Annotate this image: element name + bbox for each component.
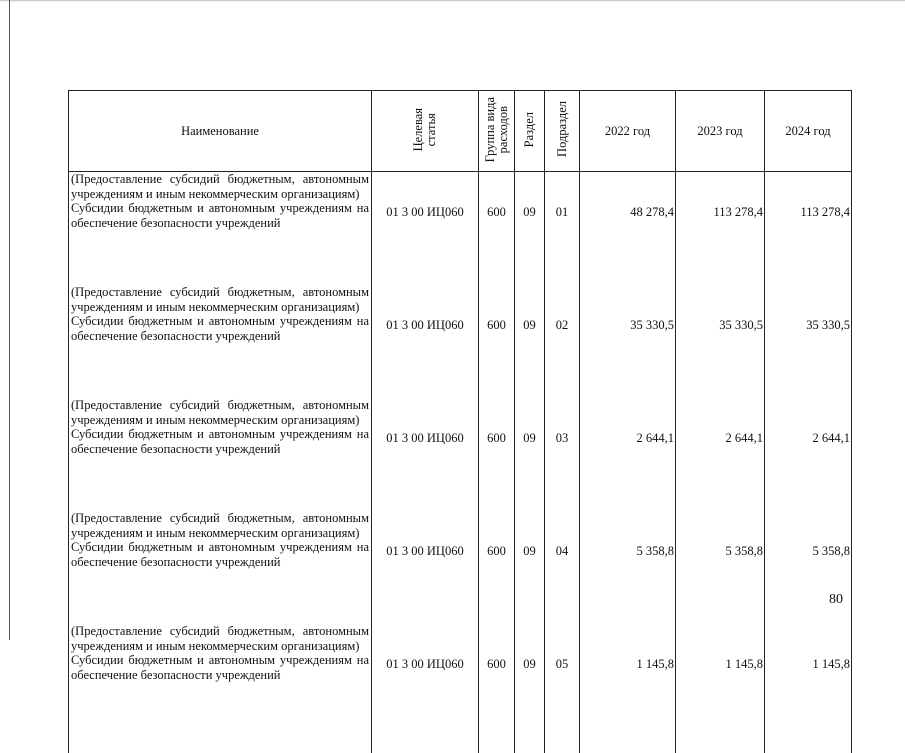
row-amount-2023: 35 330,5 bbox=[676, 285, 765, 398]
row-name-cell bbox=[69, 172, 372, 286]
page-number: 80 bbox=[829, 592, 843, 607]
row-amount-2022: 2 644,1 bbox=[580, 398, 676, 511]
header-name: Наименование bbox=[69, 91, 372, 172]
row-section: 09 bbox=[515, 398, 545, 511]
row-subsection: 05 bbox=[545, 624, 580, 753]
row-name-purpose: (Предоставление субсидий бюджетным, автономным учреждениям и иным некоммерческим организациям) bbox=[71, 172, 369, 201]
row-section: 09 bbox=[515, 285, 545, 398]
row-amount-2024: 2 644,1 bbox=[765, 398, 852, 511]
row-name-cell bbox=[69, 624, 372, 753]
row-target-article: 01 3 00 ИЦ060 bbox=[372, 285, 479, 398]
budget-table bbox=[68, 90, 852, 753]
row-target-article: 01 3 00 ИЦ060 bbox=[372, 624, 479, 753]
row-subsection: 03 bbox=[545, 398, 580, 511]
row-name-purpose: (Предоставление субсидий бюджетным, автономным учреждениям и иным некоммерческим организациям) bbox=[71, 511, 369, 540]
row-expense-group: 600 bbox=[479, 511, 515, 624]
row-target-article: 01 3 00 ИЦ060 bbox=[372, 172, 479, 286]
row-target-article: 01 3 00 ИЦ060 bbox=[372, 511, 479, 624]
row-amount-2022: 1 145,8 bbox=[580, 624, 676, 753]
row-amount-2023: 1 145,8 bbox=[676, 624, 765, 753]
row-expense-group: 600 bbox=[479, 285, 515, 398]
row-amount-2022: 35 330,5 bbox=[580, 285, 676, 398]
table-row bbox=[69, 172, 852, 286]
row-amount-2023: 2 644,1 bbox=[676, 398, 765, 511]
row-amount-2022: 48 278,4 bbox=[580, 172, 676, 286]
row-subsection: 02 bbox=[545, 285, 580, 398]
row-section: 09 bbox=[515, 172, 545, 286]
row-amount-2024: 1 145,8 bbox=[765, 624, 852, 753]
row-amount-2023: 113 278,4 bbox=[676, 172, 765, 286]
row-amount-2023: 5 358,8 bbox=[676, 511, 765, 624]
row-expense-group: 600 bbox=[479, 398, 515, 511]
row-name-description: Субсидии бюджетным и автономным учреждениям на обеспечение безопасности учреждений bbox=[71, 314, 369, 343]
row-section: 09 bbox=[515, 624, 545, 753]
row-amount-2022: 5 358,8 bbox=[580, 511, 676, 624]
row-amount-2024: 35 330,5 bbox=[765, 285, 852, 398]
header-subsection: Подраздел bbox=[545, 91, 580, 172]
row-amount-2024: 5 358,8 bbox=[765, 511, 852, 624]
header-expense-group: Группа вида расходов bbox=[479, 91, 515, 172]
header-2023: 2023 год bbox=[676, 91, 765, 172]
header-target-article: Целевая статья bbox=[372, 91, 479, 172]
row-name-description: Субсидии бюджетным и автономным учреждениям на обеспечение безопасности учреждений bbox=[71, 653, 369, 682]
header-2024: 2024 год bbox=[765, 91, 852, 172]
row-name-description: Субсидии бюджетным и автономным учреждениям на обеспечение безопасности учреждений bbox=[71, 540, 369, 569]
row-name-purpose: (Предоставление субсидий бюджетным, автономным учреждениям и иным некоммерческим организациям) bbox=[71, 398, 369, 427]
row-subsection: 04 bbox=[545, 511, 580, 624]
scan-edge-left bbox=[9, 0, 10, 640]
row-amount-2024: 113 278,4 bbox=[765, 172, 852, 286]
row-name-cell bbox=[69, 511, 372, 624]
row-name-cell bbox=[69, 285, 372, 398]
header-section: Раздел bbox=[515, 91, 545, 172]
table-header-row bbox=[69, 91, 852, 172]
row-target-article: 01 3 00 ИЦ060 bbox=[372, 398, 479, 511]
row-name-purpose: (Предоставление субсидий бюджетным, автономным учреждениям и иным некоммерческим организациям) bbox=[71, 624, 369, 653]
row-name-purpose: (Предоставление субсидий бюджетным, автономным учреждениям и иным некоммерческим организациям) bbox=[71, 285, 369, 314]
row-expense-group: 600 bbox=[479, 624, 515, 753]
header-2022: 2022 год bbox=[580, 91, 676, 172]
table-row bbox=[69, 398, 852, 511]
row-expense-group: 600 bbox=[479, 172, 515, 286]
table-row bbox=[69, 624, 852, 753]
row-name-description: Субсидии бюджетным и автономным учреждениям на обеспечение безопасности учреждений bbox=[71, 201, 369, 230]
table-row bbox=[69, 285, 852, 398]
table-row bbox=[69, 511, 852, 624]
row-section: 09 bbox=[515, 511, 545, 624]
row-name-description: Субсидии бюджетным и автономным учреждениям на обеспечение безопасности учреждений bbox=[71, 427, 369, 456]
scan-edge-top bbox=[0, 0, 905, 2]
row-subsection: 01 bbox=[545, 172, 580, 286]
row-name-cell bbox=[69, 398, 372, 511]
